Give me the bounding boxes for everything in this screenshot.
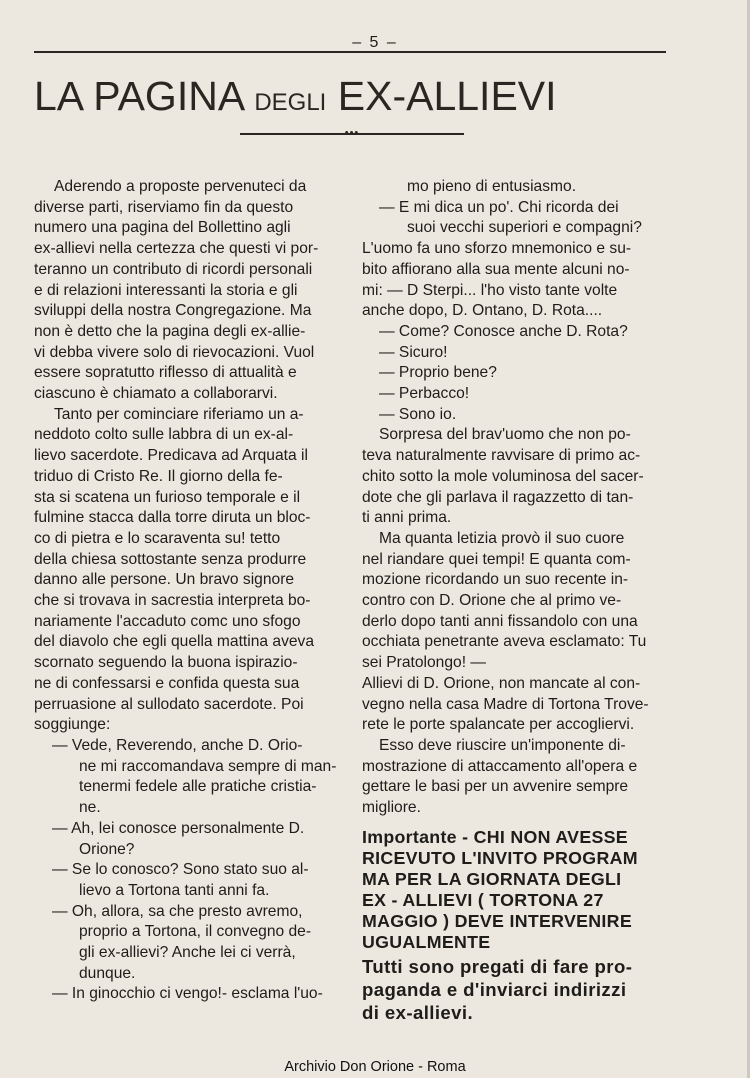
text-line: sviluppi della nostra Congregazione. Ma xyxy=(34,302,312,320)
dialogue-line: — Ah, lei conosce personalmente D. xyxy=(52,819,305,837)
archive-footer: Archivio Don Orione - Roma xyxy=(284,1059,466,1075)
title-small-word: DEGLI xyxy=(254,89,327,116)
notice-line: UGUALMENTE xyxy=(362,931,491,952)
dialogue-continuation: proprio a Tortona, il convegno de- xyxy=(79,923,312,941)
left-column xyxy=(34,177,348,1005)
notice-line: RICEVUTO L'INVITO PROGRAM xyxy=(362,847,638,868)
text-line: ne di confessarsi e confida questa sua xyxy=(34,674,300,692)
dialogue-continuation: Orione? xyxy=(79,840,135,858)
header-rule xyxy=(34,51,666,53)
text-line: neddoto colto sulle labbra di un ex-al- xyxy=(34,426,294,444)
text-line: mo pieno di entusiasmo. xyxy=(407,178,577,195)
notice-line: paganda e d'inviarci indirizzi xyxy=(362,978,627,1000)
text-line: nariamente l'accaduto comc uno sfogo xyxy=(34,612,301,630)
text-line: sta si scatena un furioso temporale e il xyxy=(34,488,301,506)
text-line: occhiata penetrante aveva esclamato: Tu xyxy=(362,633,647,651)
title-part-1: LA PAGINA xyxy=(34,73,243,119)
text-line: danno alle persone. Un bravo signore xyxy=(34,571,295,589)
text-line: Allievi di D. Orione, non mancate al con- xyxy=(362,674,641,692)
text-line: lievo sacerdote. Predicava ad Arquata il xyxy=(34,447,308,465)
dialogue-line: — Oh, allora, sa che presto avremo, xyxy=(52,902,303,920)
dialogue-line: — Se lo conosco? Sono stato suo al- xyxy=(52,861,309,879)
dialogue-line: — Vede, Reverendo, anche D. Orio- xyxy=(52,736,303,754)
notice-line: MAGGIO ) DEVE INTERVENIRE xyxy=(362,910,632,931)
text-line: L'uomo fa uno sforzo mnemonico e su- xyxy=(362,240,632,258)
right-column xyxy=(362,177,680,1024)
text-line: teranno un contributo di ricordi personali xyxy=(34,260,313,278)
dialogue-continuation: suoi vecchi superiori e compagni? xyxy=(407,219,642,237)
text-line: ti anni prima. xyxy=(362,509,452,527)
title-part-2: EX-ALLIEVI xyxy=(337,73,557,119)
text-line: nel riandare quei tempi! E quanta com- xyxy=(362,550,631,568)
text-line: derlo dopo tanti anni fissandolo con una xyxy=(362,612,638,630)
text-line: scornato seguendo la buona ispirazio- xyxy=(34,654,298,672)
text-line: Aderendo a proposte pervenuteci da xyxy=(54,178,307,195)
text-line: vegno nella casa Madre di Tortona Trove- xyxy=(362,695,649,713)
dialogue-line: — E mi dica un po'. Chi ricorda dei xyxy=(379,198,619,216)
text-line: perruasione al sullodato sacerdote. Poi xyxy=(34,695,304,713)
text-line: triduo di Cristo Re. Il giorno della fe- xyxy=(34,467,283,485)
text-line: ex-allievi nella certezza che questi vi por- xyxy=(34,240,319,258)
text-line: teva naturalmente ravvisare di primo ac- xyxy=(362,447,641,465)
text-line: Esso deve riuscire un'imponente di- xyxy=(379,736,626,754)
dialogue-continuation: lievo a Tortona tanti anni fa. xyxy=(79,881,270,899)
text-line: diverse parti, riserviamo fin da questo xyxy=(34,198,294,216)
text-line: numero una pagina del Bollettino agli xyxy=(34,219,291,237)
text-line: della chiesa sottostante senza produrre xyxy=(34,550,307,568)
text-line: co di pietra e lo scaraventa su! tetto xyxy=(34,529,281,547)
notice-line: Tutti sono pregati di fare pro- xyxy=(362,955,633,977)
text-line: essere sopratutto riflesso di attualità e xyxy=(34,364,297,382)
text-line: che si trovava in sacrestia interpreta bo- xyxy=(34,592,311,610)
text-line: anche dopo, D. Ontano, D. Rota.... xyxy=(362,302,603,320)
notice-line: MA PER LA GIORNATA DEGLI xyxy=(362,868,622,889)
text-line: mi: — D Sterpi... l'ho visto tante volte xyxy=(362,281,618,299)
text-line: vi debba vivere solo di rievocazioni. Vuol xyxy=(34,343,315,361)
notice-important xyxy=(362,827,680,953)
dialogue-line: — Come? Conosce anche D. Rota? xyxy=(379,322,628,340)
text-line: rete le porte spalancate per accogliervi. xyxy=(362,716,635,734)
text-line: soggiunge: xyxy=(34,716,111,734)
text-line: Ma quanta letizia provò il suo cuore xyxy=(379,529,625,547)
text-line: chito sotto la mole voluminosa del sacer- xyxy=(362,467,644,485)
dialogue-continuation: ne mi raccomandava sempre di man- xyxy=(79,757,337,775)
notice-line: di ex-allievi. xyxy=(362,1001,474,1023)
text-line: dote che gli parlava il ragazzetto di tan- xyxy=(362,488,634,506)
dialogue-continuation: tenermi fedele alle pratiche cristia- xyxy=(79,778,317,796)
text-line: del diavolo che egli quella mattina aveva xyxy=(34,633,315,651)
dialogue-line: — Perbacco! xyxy=(379,385,470,403)
notice-propaganda xyxy=(362,955,680,1024)
dialogue-line: — Proprio bene? xyxy=(379,364,497,382)
dialogue-line: — Sicuro! xyxy=(379,343,448,361)
page-number: – 5 – xyxy=(352,34,398,51)
text-line: e di relazioni interessanti la storia e gli xyxy=(34,281,298,299)
text-line: mostrazione di attaccamento all'opera e xyxy=(362,757,638,775)
dialogue-continuation: dunque. xyxy=(79,964,136,982)
dialogue-continuation: gli ex-allievi? Anche lei ci verrà, xyxy=(79,944,296,962)
ornament-dots: ••• xyxy=(344,127,360,139)
text-line: migliore. xyxy=(362,799,421,817)
text-line: Tanto per cominciare riferiamo un a- xyxy=(54,405,304,423)
dialogue-line: — Sono io. xyxy=(379,405,457,423)
text-line: Sorpresa del brav'uomo che non po- xyxy=(379,426,631,444)
text-line: bito affiorano alla sua mente alcuni no- xyxy=(362,260,630,278)
page-title xyxy=(34,72,666,127)
text-line: gettare le basi per un avvenire sempre xyxy=(362,778,629,796)
text-line: fulmine stacca dalla torre diruta un bloc- xyxy=(34,509,311,527)
text-line: mozione ricordando un suo recente in- xyxy=(362,571,629,589)
notice-line: Importante - CHI NON AVESSE xyxy=(362,826,628,847)
dialogue-continuation: ne. xyxy=(79,799,101,817)
text-line: contro con D. Orione che al primo ve- xyxy=(362,592,622,610)
dialogue-line: — In ginocchio ci vengo!- esclama l'uo- xyxy=(52,985,323,1003)
text-line: ciascuno è chiamato a collaborarvi. xyxy=(34,385,278,403)
text-line: non è detto che la pagina degli ex-allie- xyxy=(34,322,306,340)
text-line: sei Pratolongo! — xyxy=(362,654,486,672)
notice-line: EX - ALLIEVI ( TORTONA 27 xyxy=(362,889,604,910)
